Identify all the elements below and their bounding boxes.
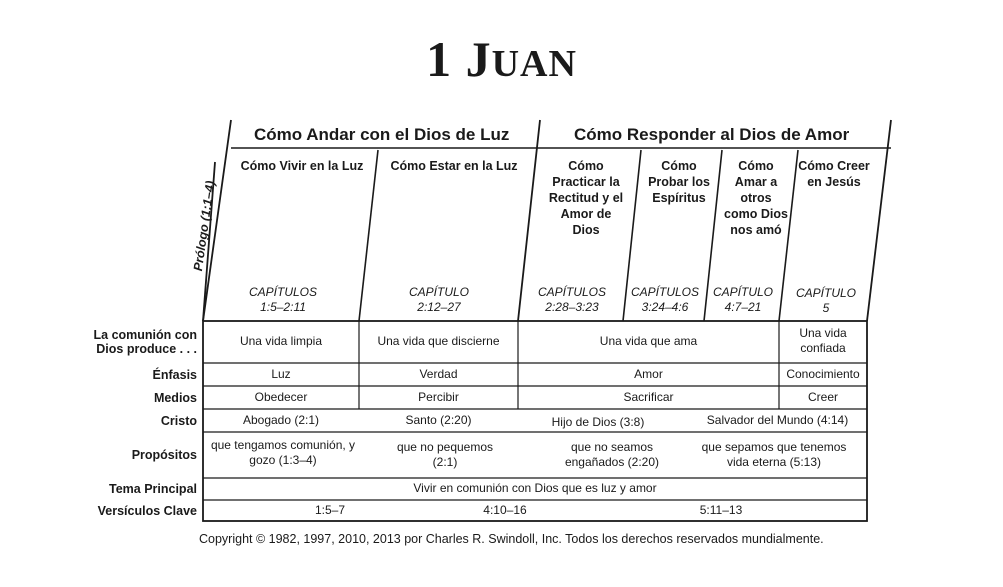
- row-label-tema: Tema Principal: [109, 482, 197, 496]
- section-title-6: Cómo Creer en Jesús: [798, 159, 870, 189]
- cell-comunion-1: Una vida limpia: [239, 334, 323, 348]
- title-rest: UAN: [491, 43, 577, 85]
- cell-comunion-2: Una vida que discierne: [377, 334, 500, 348]
- cell-comunion-4: Una vida confiada: [799, 326, 847, 355]
- row-label-cristo: Cristo: [160, 414, 197, 428]
- cell-enfasis-3: Amor: [634, 367, 663, 381]
- divider-1: [359, 150, 378, 321]
- chapter-1: [228, 285, 338, 315]
- right-divider: [867, 120, 891, 321]
- chapter-6-label: CAPÍTULO: [795, 286, 856, 300]
- prologo-label: Prólogo (1:1–4): [191, 179, 218, 272]
- cell-medios-2: Percibir: [418, 390, 459, 404]
- row-label-medios: Medios: [153, 391, 197, 405]
- title-cap: J: [465, 31, 492, 87]
- cell-propositos-4: que sepamos que tenemos vida eterna (5:13): [701, 440, 847, 469]
- cell-cristo-1: Abogado (2:1): [242, 413, 320, 427]
- chapter-2-range: 2:12–27: [417, 300, 461, 314]
- section-title-5: Cómo Amar a otros como Dios nos amó: [724, 159, 788, 237]
- chapter-4-label: CAPÍTULOS: [630, 285, 699, 299]
- cell-tema: Vivir en comunión con Dios que es luz y amor: [413, 481, 657, 495]
- cell-propositos-1: que tengamos comunión, y gozo (1:3–4): [210, 438, 356, 467]
- chapter-3-range: 2:28–3:23: [545, 300, 599, 314]
- title-number: 1: [426, 31, 453, 87]
- cell-versiculos-2: 4:10–16: [483, 503, 527, 517]
- section-title-1: Cómo Vivir en la Luz: [240, 159, 364, 173]
- chapter-1-range: 1:5–2:11: [260, 300, 306, 314]
- cell-medios-3: Sacrificar: [623, 390, 674, 404]
- cell-propositos-3: que no seamos engañados (2:20): [564, 440, 660, 469]
- chapter-3-label: CAPÍTULOS: [537, 285, 606, 299]
- cell-cristo-2: Santo (2:20): [405, 413, 472, 427]
- header-amor: Cómo Responder al Dios de Amor: [574, 125, 850, 144]
- cell-cristo-4: Salvador del Mundo (4:14): [706, 413, 849, 427]
- section-title-3: Cómo Practicar la Rectitud y el Amor de Dios: [548, 159, 624, 237]
- row-label-comunion-text: La comunión con Dios produce . . .: [93, 328, 197, 356]
- chapter-6-range: 5: [822, 301, 830, 315]
- chapter-6: [786, 286, 866, 316]
- row-label-comunion: [60, 328, 197, 356]
- cell-medios-1: Obedecer: [254, 390, 308, 404]
- chapter-5-label: CAPÍTULO: [712, 285, 773, 299]
- cell-versiculos-3: 5:11–13: [699, 503, 743, 517]
- chapter-5-range: 4:7–21: [724, 300, 762, 314]
- cell-enfasis-2: Verdad: [419, 367, 458, 381]
- chapter-2: [384, 285, 494, 315]
- header-luz: Cómo Andar con el Dios de Luz: [254, 125, 510, 144]
- chapter-4-range: 3:24–4:6: [641, 300, 689, 314]
- row-label-propositos: Propósitos: [131, 448, 197, 462]
- cell-propositos-2: que no pequemos (2:1): [396, 440, 494, 469]
- cell-versiculos-1: 1:5–7: [314, 503, 346, 517]
- chapter-4: [624, 285, 706, 315]
- chapter-3: [528, 285, 616, 315]
- cell-cristo-3: Hijo de Dios (3:8): [551, 415, 645, 429]
- copyright-notice: Copyright © 1982, 1997, 2010, 2013 por Charles R. Swindoll, Inc. Todos los derechos reservados mundialmente.: [199, 532, 824, 546]
- row-label-versiculos: Versículos Clave: [97, 504, 197, 518]
- cell-medios-4: Creer: [807, 390, 838, 404]
- chapter-1-label: CAPÍTULOS: [248, 285, 317, 299]
- cell-comunion-3: Una vida que ama: [599, 334, 698, 348]
- cell-enfasis-4: Conocimiento: [786, 367, 860, 381]
- chapter-5: [705, 285, 781, 315]
- row-label-enfasis: Énfasis: [152, 368, 197, 382]
- section-title-4: Cómo Probar los Espíritus: [648, 159, 710, 205]
- section-title-2: Cómo Estar en la Luz: [390, 159, 518, 173]
- cell-enfasis-1: Luz: [271, 367, 291, 381]
- chapter-2-label: CAPÍTULO: [408, 285, 469, 299]
